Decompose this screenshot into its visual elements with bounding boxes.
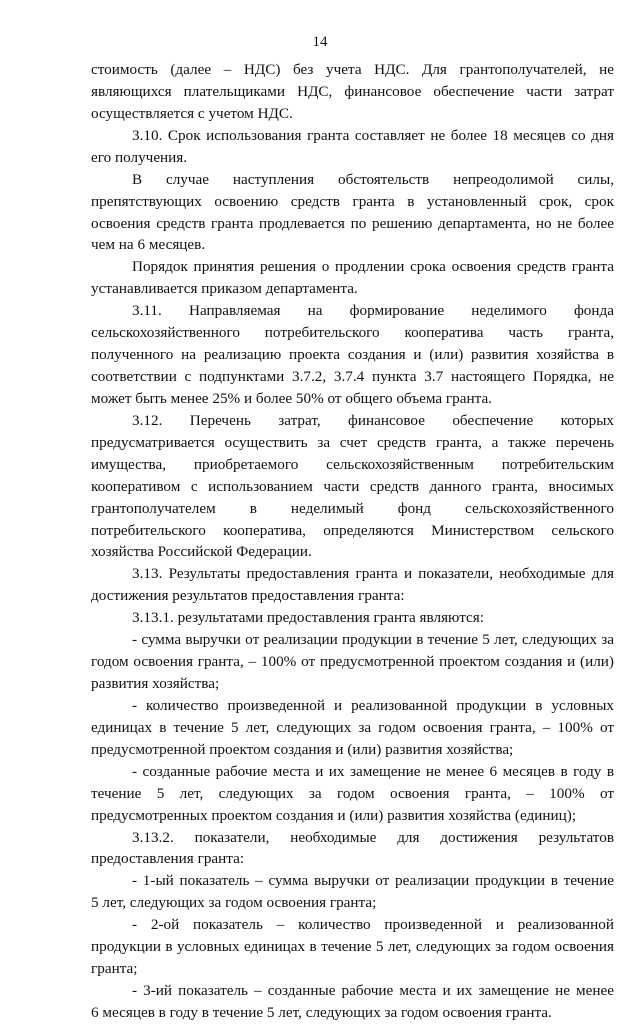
text-line: 3.12. Перечень затрат, финансовое обеспечение которых — [132, 411, 614, 429]
text-line: стоимость (далее – НДС) без учета НДС. Для грантополучателей, не — [91, 61, 614, 78]
text-line: сельскохозяйственного потребительского кооператива часть гранта, — [91, 324, 614, 342]
text-line: годом освоения гранта, – 100% от предусмотренной проектом создания и (или) — [91, 653, 614, 671]
text-line: может быть менее 25% и более 50% от общего объема гранта. — [91, 389, 492, 407]
text-line: 6 месяцев в году в течение 5 лет, следующих за годом освоения гранта. — [91, 1003, 552, 1021]
text-line: - созданные рабочие места и их замещение не менее 6 месяцев в году в — [132, 762, 614, 780]
text-line: В случае наступления обстоятельств непреодолимой силы, — [132, 170, 614, 188]
text-line: устанавливается приказом департамента. — [91, 280, 358, 298]
text-line: 3.13.2. показатели, необходимые для достижения результатов — [132, 828, 614, 846]
page-number: 14 — [312, 34, 328, 50]
text-line: имущества, приобретаемого сельскохозяйственным потребительским — [91, 455, 614, 473]
text-line: 3.11. Направляемая на формирование неделимого фонда — [132, 302, 614, 320]
text-line: - 1-ый показатель – сумма выручки от реализации продукции в течение — [132, 872, 614, 890]
text-line: достижения результатов предоставления гранта: — [91, 587, 405, 605]
text-line: предусмотренных проектом создания и (или) развития хозяйства (единиц); — [91, 806, 577, 824]
text-line: соответствии с подпунктами 3.7.2, 3.7.4 пункта 3.7 настоящего Порядка, не — [91, 368, 614, 386]
text-line: 3.13.1. результатами предоставления гранта являются: — [132, 609, 484, 627]
text-line: осуществляется с учетом НДС. — [91, 104, 293, 122]
text-line: продукции в условных единицах в течение 5 лет, следующих за годом освоения — [91, 938, 614, 956]
text-line: предусматривается осуществить за счет средств гранта, а также перечень — [91, 433, 614, 451]
text-line: - количество произведенной и реализованной продукции в условных — [132, 696, 614, 714]
text-line: 3.10. Срок использования гранта составляет не более 18 месяцев со дня — [132, 126, 614, 144]
text-line: гранта; — [91, 960, 138, 978]
text-line: грантополучателем в неделимый фонд сельскохозяйственного — [91, 499, 614, 517]
text-line: чем на 6 месяцев. — [91, 236, 206, 254]
text-line: 3.13. Результаты предоставления гранта и показатели, необходимые для — [132, 565, 614, 583]
text-line: течение 5 лет, следующих за годом освоения гранта, – 100% от — [91, 784, 614, 802]
text-line: предусмотренной проектом создания и (или) развития хозяйства; — [91, 740, 514, 758]
text-line: хозяйства Российской Федерации. — [91, 543, 312, 561]
text-line: потребительского кооператива, определяются Министерством сельского — [91, 521, 614, 539]
text-line: предоставления гранта: — [91, 850, 245, 868]
text-line: освоения средств гранта продлевается по решению департамента, но не более — [91, 214, 614, 232]
text-line: единицах в течение 5 лет, следующих за годом освоения гранта, – 100% от — [91, 718, 614, 736]
text-line: полученного на реализацию проекта создания и (или) развития хозяйства в — [91, 346, 614, 364]
text-line: - 3-ий показатель – созданные рабочие места и их замещение не менее — [132, 982, 614, 1000]
text-line: препятствующих освоению средств гранта в установленный срок, срок — [91, 192, 614, 210]
text-line: являющихся плательщиками НДС, финансовое обеспечение части затрат — [91, 82, 614, 100]
text-line: Порядок принятия решения о продлении срока освоения средств гранта — [132, 258, 614, 276]
text-line: - 2-ой показатель – количество произведенной и реализованной — [132, 916, 614, 934]
text-line: его получения. — [91, 148, 188, 166]
text-line: кооперативом с использованием части средств данного гранта, вносимых — [91, 477, 614, 495]
text-line: - сумма выручки от реализации продукции в течение 5 лет, следующих за — [132, 631, 614, 649]
text-line: 5 лет, следующих за годом освоения гранта; — [91, 894, 377, 912]
text-line: развития хозяйства; — [91, 675, 220, 693]
